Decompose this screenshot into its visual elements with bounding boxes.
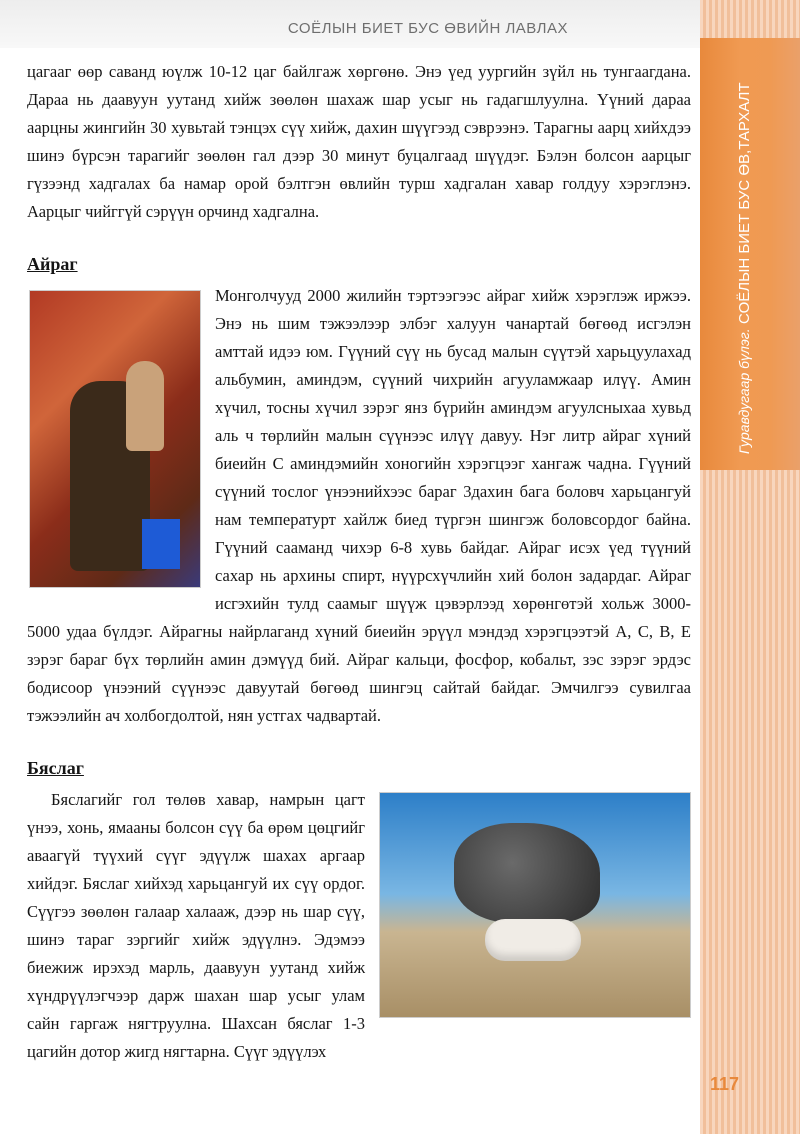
running-header-title: СОЁЛЫН БИЕТ БУС ӨВИЙН ЛАВЛАХ: [287, 20, 568, 37]
section-heading-airag: Айраг: [27, 254, 78, 274]
chapter-side-tab-label: [736, 54, 754, 454]
airag-child-shape: [126, 361, 164, 451]
chapter-title-label: СОЁЛЫН БИЕТ БУС ӨВ,ТАРХАЛТ: [736, 82, 753, 324]
airag-photo: [29, 290, 201, 588]
header-band: [0, 0, 700, 48]
intro-paragraph: цагааг өөр саванд юүлж 10-12 цаг байлгаж хөргөнө. Энэ үед уургийн зүйл нь тунгаагдана. Дараа нь даавуун уутанд хийж зөөлөн шахаж шар усыг нь гадагшлуулна. Үүний дараа аарцны жингийн 30 хувьтай тэнцэх сүү хийж, дахин шүүгээд сэврээнэ. Тарагны аарц хийхдээ шинэ бүрсэн тарагийг зөөлөн гал дээр 30 минут буцалгаад шүүдэг. Бэлэн болсон аарцыг гүзээнд хадгалах ба намар орой бэлтгэн өвлийн турш хадгалан хавар голдуу хэрэглэнэ. Аарцыг чийггүй сэрүүн орчинд хадгална.: [27, 62, 691, 221]
page-number: 117: [710, 1074, 740, 1094]
byaslag-photo: [379, 792, 691, 1018]
byaslag-cheese-shape: [485, 919, 581, 961]
airag-paragraph: Монголчууд 2000 жилийн тэртээгээс айраг хийж хэрэглэж иржээ. Энэ нь шим тэжээлээр элбэг халуун чанартай бөгөөд исгэлэн амттай идээ юм. Гүүний сүү нь бусад малын сүүтэй харьцуулахад альбумин, аминдэм, сүүний чихрийн агууламжаар илүү. Амин хүчил, тосны хүчил зэрэг янз бүрийн аминдэм агуулсныхаа хувьд аль ч төрлийн малын сүүнээс илүү давуу. Нэг литр айраг хүний биеийн С аминдэмийн хоногийн хэрэгцээг хангаж чадна. Гүүний сүүний тослог үнээнийхээс бараг 3дахин бага боловч харьцангуй нам температурт хайлж биед түргэн шингэж боловсордог байна. Гүүний сааманд чихэр 6-8 хувь байдаг. Айраг исэх үед түүний сахар нь архины спирт, нүүрсхүчлийн хий болон задардаг. Айраг исгэхийн тулд саамыг шүүж цэвэрлээд хөрөнгөтэй хольж 3000-5000 удаа бүлдэг. Айрагны найрлаганд хүний биеийн эрүүл мэндэд хэрэгцээтэй A, C, B, E зэрэг бараг бүх төрлийн амин дэмүүд бий. Айраг кальци, фосфор, кобальт, зэс зэрэг эрдэс бодисоор үнээний сүүнээс давуутай бөгөөд шингэц сайтай байдаг. Эмчилгээ сувилгаа тэжээлийн ач холбогдолтой, нян устгах чадвартай.: [27, 286, 691, 725]
airag-blue-stand-shape: [142, 519, 180, 569]
page-content: [27, 58, 691, 1066]
chapter-part-label: Гуравдугаар бүлэг.: [736, 328, 752, 454]
byaslag-paragraph: Бяслагийг гол төлөв хавар, намрын цагт үнээ, хонь, ямааны болсон сүү ба өрөм цөцгийг аваагүй түүхий сүүг эдүүлж шахах аргаар хийдэг. Бяслаг хийхэд харьцангуй их сүү ордог. Сүүгээ зөөлөн галаар халааж, дээр нь шар сүү, шинэ тараг зэргийг хийж эдүүлнэ. Эдэмээ биежиж ирэхэд марль, даавуун уутанд хийж хүндрүүлэгчээр дарж шахан шар усыг улам сайн гаргаж нягтруулна. Шахсан бяслаг 1-3 цагийн дотор жигд нягтарна. Сүүг эдүүлэх: [27, 790, 365, 1061]
byaslag-press-stone-shape: [454, 823, 600, 923]
section-heading-byaslag: Бяслаг: [27, 758, 84, 778]
